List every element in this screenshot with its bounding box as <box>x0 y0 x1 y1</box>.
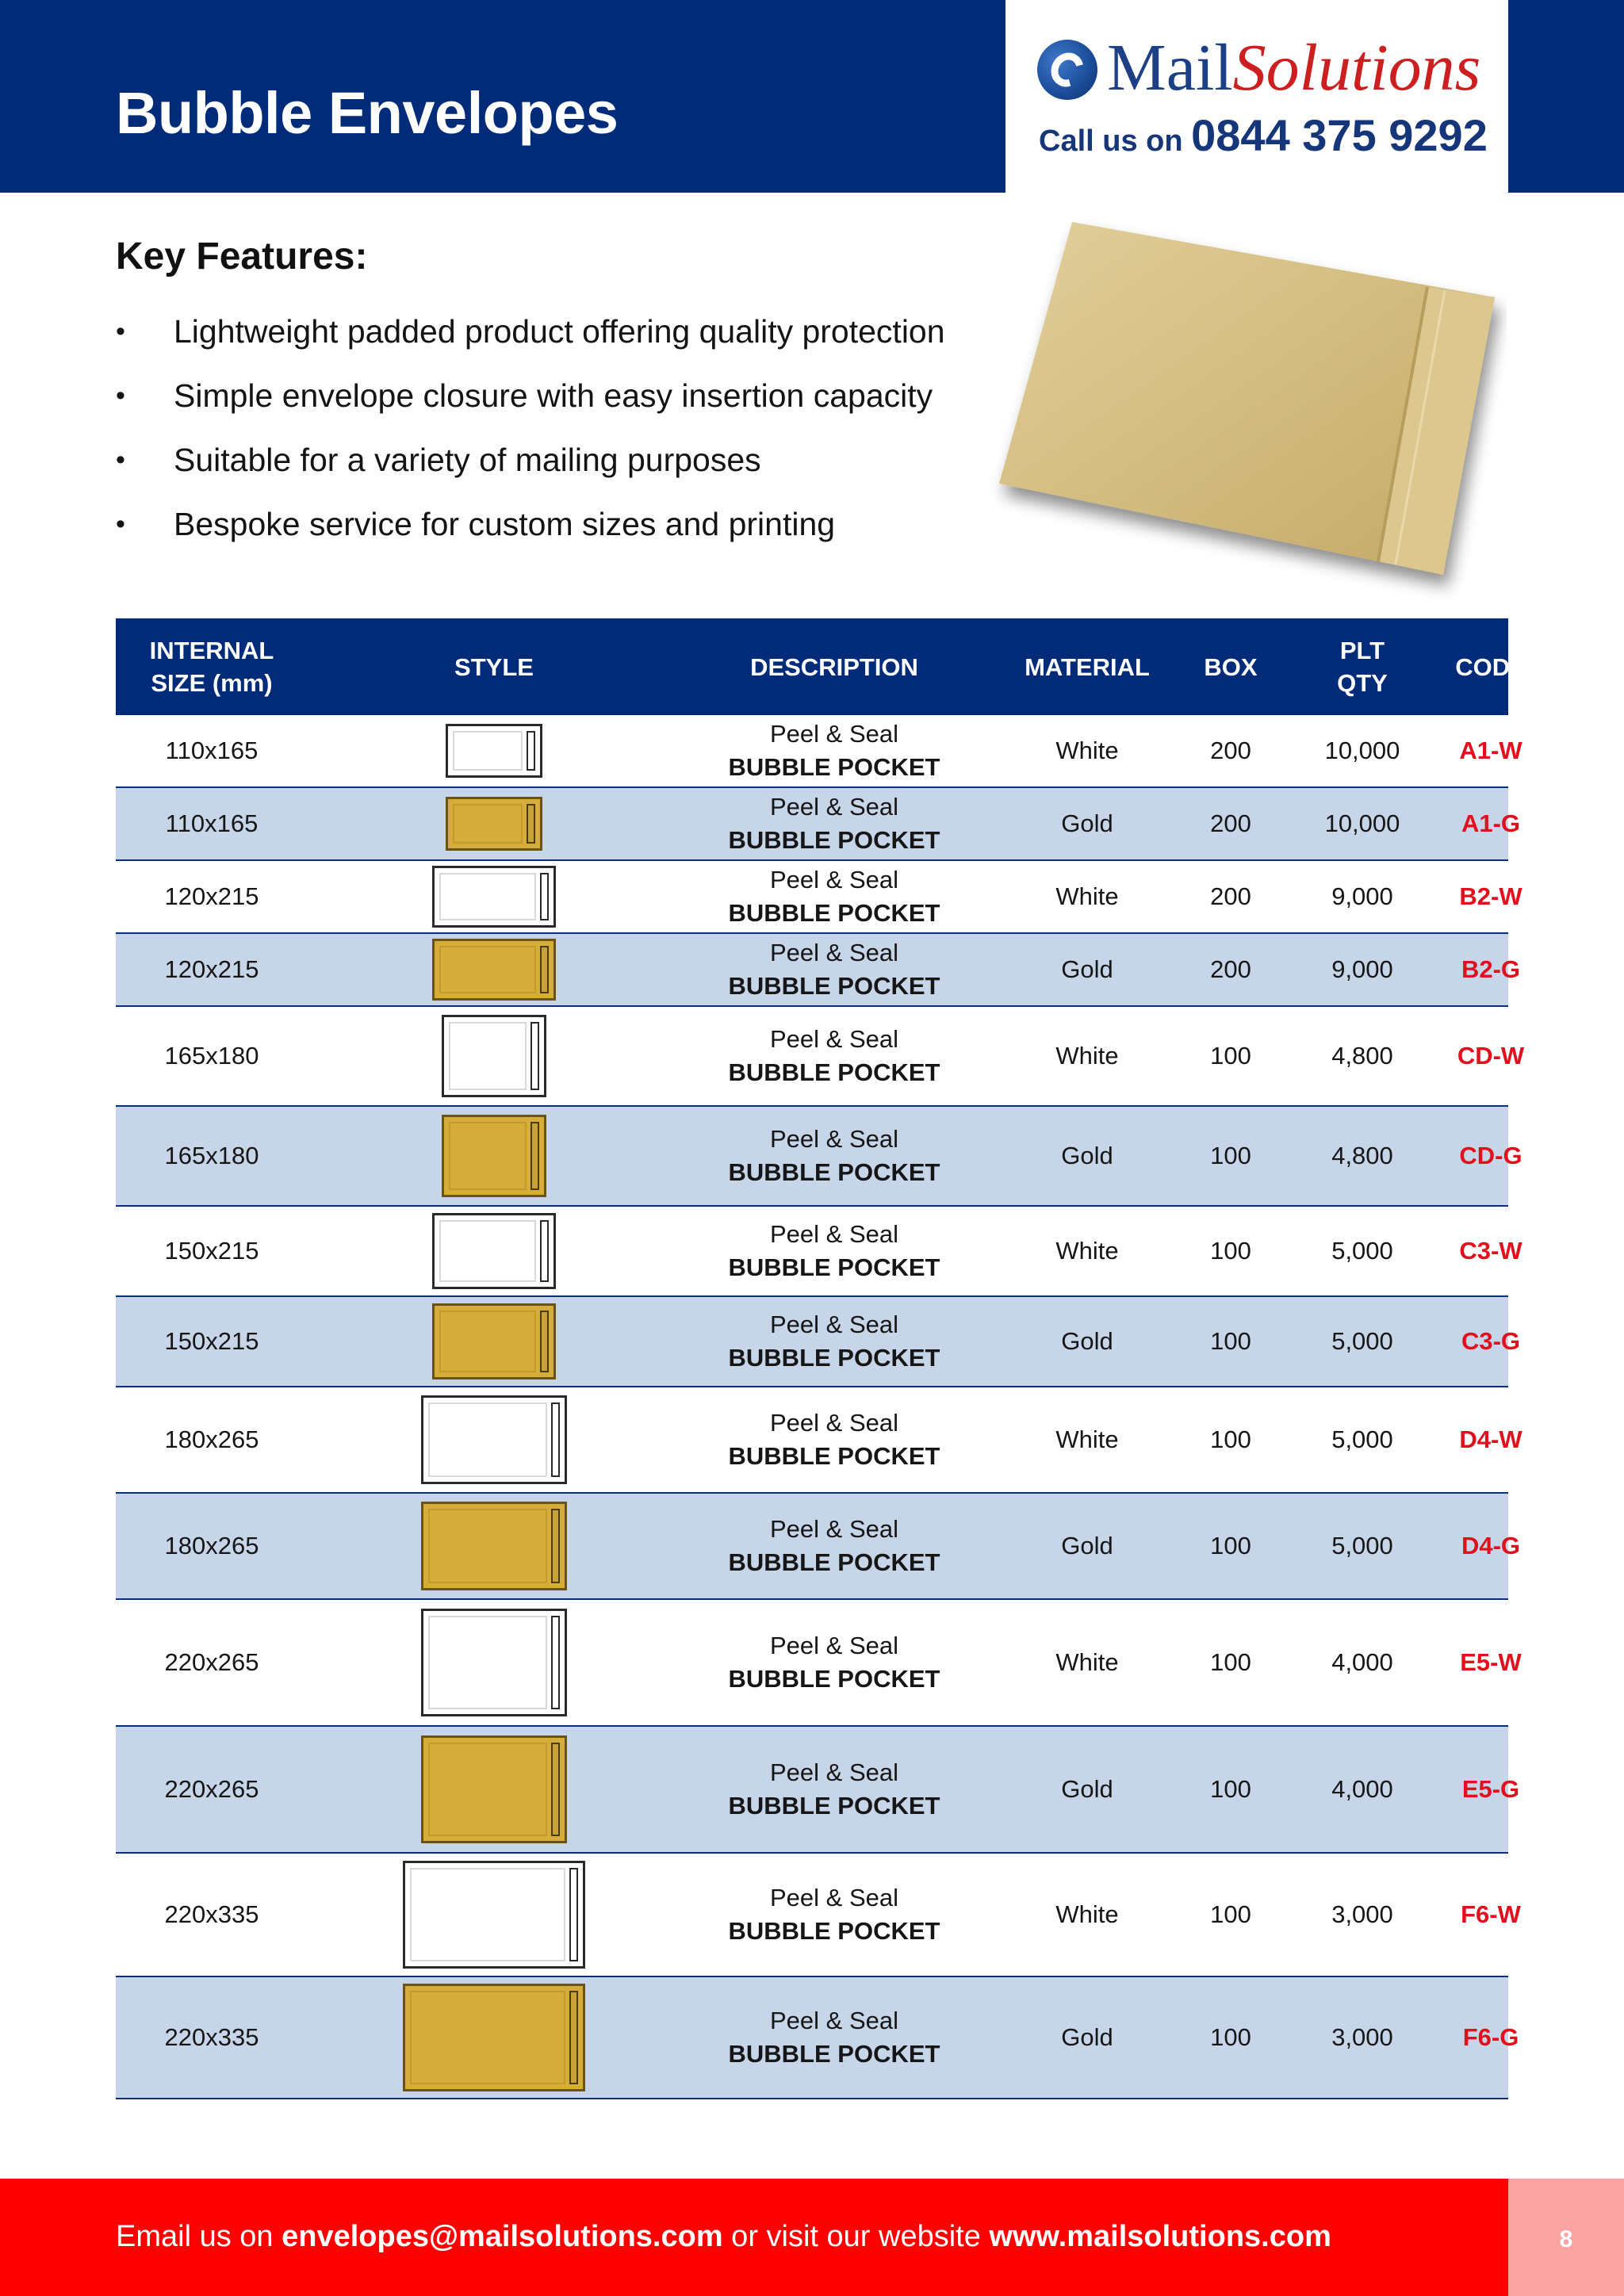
cell-style <box>308 715 680 786</box>
feature-text: Simple envelope closure with easy insertion capacity <box>174 377 933 414</box>
logo-word-solutions: Solutions <box>1232 31 1481 105</box>
cell-size: 120x215 <box>164 882 259 910</box>
logo-emblem-icon <box>1037 40 1097 100</box>
cell-code: CD-W <box>1457 1042 1525 1070</box>
table-row <box>116 1297 1521 1387</box>
features-list <box>116 308 948 564</box>
cell-code: B2-W <box>1459 882 1522 910</box>
cell-style <box>308 1107 680 1205</box>
cell-code: F6-W <box>1461 1900 1521 1928</box>
table-row <box>116 1494 1521 1600</box>
cell-size: 180x265 <box>164 1425 259 1453</box>
footer-website-link[interactable]: www.mailsolutions.com <box>989 2220 1331 2253</box>
cell-description: Peel & Seal BUBBLE POCKET <box>728 2007 940 2068</box>
header-description: DESCRIPTION <box>750 652 918 681</box>
table-row <box>116 788 1521 861</box>
cell-style <box>308 934 680 1005</box>
footer-prefix: Email us on <box>116 2220 282 2253</box>
header-style: STYLE <box>454 652 534 681</box>
cell-material: White <box>1055 1648 1119 1676</box>
cell-box: 100 <box>1210 1775 1251 1803</box>
cell-material: Gold <box>1061 955 1113 983</box>
table-body <box>116 715 1525 2099</box>
cell-plt-qty: 5,000 <box>1331 1425 1393 1453</box>
cell-code: E5-W <box>1460 1648 1522 1676</box>
cell-description: Peel & Seal BUBBLE POCKET <box>728 1515 940 1576</box>
cell-material: Gold <box>1061 1142 1113 1169</box>
cell-material: White <box>1055 737 1119 764</box>
envelope-gold-icon <box>403 1984 585 2091</box>
cell-style <box>308 861 680 932</box>
cell-size: 120x215 <box>164 955 259 983</box>
cell-code: A1-G <box>1461 809 1521 837</box>
cell-style <box>308 1494 680 1598</box>
cell-code: D4-G <box>1461 1532 1521 1559</box>
header-box: BOX <box>1204 652 1258 681</box>
cell-plt-qty: 4,000 <box>1331 1648 1393 1676</box>
cell-plt-qty: 3,000 <box>1331 1900 1393 1928</box>
table-row <box>116 1727 1520 1854</box>
cell-plt-qty: 5,000 <box>1331 1237 1393 1265</box>
envelope-gold-icon <box>446 797 542 851</box>
cell-description: Peel & Seal BUBBLE POCKET <box>728 1311 940 1372</box>
cell-code: D4-W <box>1459 1425 1522 1453</box>
cell-box: 100 <box>1210 1425 1251 1453</box>
envelope-gold-icon <box>432 1303 556 1380</box>
cell-material: Gold <box>1061 2023 1113 2051</box>
cell-material: Gold <box>1061 1532 1113 1559</box>
cell-style <box>308 788 680 859</box>
feature-item <box>116 436 948 484</box>
table-row <box>116 861 1522 934</box>
footer-email-link[interactable]: envelopes@mailsolutions.com <box>282 2220 723 2253</box>
cell-box: 100 <box>1210 1532 1251 1559</box>
cell-box: 100 <box>1210 1142 1251 1169</box>
cell-plt-qty: 10,000 <box>1324 737 1400 764</box>
cell-plt-qty: 10,000 <box>1324 809 1400 837</box>
feature-text: Bespoke service for custom sizes and printing <box>174 506 836 542</box>
cell-code: F6-G <box>1462 2023 1519 2051</box>
cell-material: White <box>1055 882 1119 910</box>
feature-item <box>116 372 948 419</box>
cell-style <box>308 1007 680 1105</box>
cell-plt-qty: 5,000 <box>1331 1327 1393 1355</box>
cell-description: Peel & Seal BUBBLE POCKET <box>728 1025 940 1086</box>
cell-description: Peel & Seal BUBBLE POCKET <box>728 1884 940 1945</box>
table-row <box>116 715 1522 788</box>
cell-style <box>308 1977 680 2098</box>
cell-code: C3-G <box>1461 1327 1521 1355</box>
cell-plt-qty: 9,000 <box>1331 955 1393 983</box>
cell-box: 100 <box>1210 1237 1251 1265</box>
cell-plt-qty: 4,000 <box>1331 1775 1393 1803</box>
page-footer <box>0 2179 1508 2296</box>
cell-description: Peel & Seal BUBBLE POCKET <box>728 1220 940 1281</box>
cell-description: Peel & Seal BUBBLE POCKET <box>728 1409 940 1470</box>
envelope-gold-icon <box>421 1502 567 1590</box>
cell-style <box>308 1727 680 1852</box>
cell-size: 110x165 <box>165 809 259 837</box>
cell-code: B2-G <box>1461 955 1521 983</box>
cell-box: 100 <box>1210 1648 1251 1676</box>
cell-plt-qty: 4,800 <box>1331 1042 1393 1070</box>
cell-box: 200 <box>1210 882 1251 910</box>
cell-description: Peel & Seal BUBBLE POCKET <box>728 1125 940 1186</box>
cell-box: 200 <box>1210 737 1251 764</box>
logo-wordmark <box>1107 29 1480 108</box>
header-code: CODE <box>1455 652 1526 681</box>
table-row <box>116 1387 1522 1494</box>
cell-box: 200 <box>1210 955 1251 983</box>
cell-box: 200 <box>1210 809 1251 837</box>
page-number-box <box>1508 2179 1624 2296</box>
cell-size: 110x165 <box>165 737 259 764</box>
bullet-icon: • <box>116 445 125 475</box>
header-material: MATERIAL <box>1025 652 1150 681</box>
cell-material: White <box>1055 1900 1119 1928</box>
cell-size: 165x180 <box>164 1142 259 1169</box>
product-photo-envelope <box>983 214 1507 610</box>
envelope-white-icon <box>421 1395 567 1484</box>
table-row <box>116 1007 1525 1107</box>
table-row <box>116 1207 1522 1297</box>
cell-size: 220x335 <box>164 1900 259 1928</box>
cell-code: A1-W <box>1459 737 1522 764</box>
envelope-gold-icon <box>421 1735 567 1843</box>
cell-material: Gold <box>1061 1327 1113 1355</box>
features-heading: Key Features: <box>116 235 368 277</box>
envelope-white-icon <box>446 724 542 778</box>
cell-code: CD-G <box>1459 1142 1522 1169</box>
page-header <box>0 0 1624 193</box>
cell-plt-qty: 9,000 <box>1331 882 1393 910</box>
cell-code: E5-G <box>1461 1775 1520 1803</box>
cell-material: White <box>1055 1042 1119 1070</box>
cell-size: 165x180 <box>164 1042 259 1070</box>
cell-description: Peel & Seal BUBBLE POCKET <box>728 1632 940 1693</box>
cell-description: Peel & Seal BUBBLE POCKET <box>728 866 940 927</box>
cell-style <box>308 1600 680 1725</box>
header-internal-size: INTERNAL SIZE (mm) <box>149 637 274 697</box>
phone-label: Call us on <box>1039 124 1192 158</box>
cell-description: Peel & Seal BUBBLE POCKET <box>728 939 940 1000</box>
cell-plt-qty: 4,800 <box>1331 1142 1393 1169</box>
cell-box: 100 <box>1210 1327 1251 1355</box>
page-number: 8 <box>1559 2226 1573 2252</box>
envelope-gold-icon <box>432 939 556 1001</box>
table-row <box>116 934 1521 1007</box>
cell-description: Peel & Seal BUBBLE POCKET <box>728 1758 940 1820</box>
cell-material: Gold <box>1061 809 1113 837</box>
cell-material: Gold <box>1061 1775 1113 1803</box>
cell-box: 100 <box>1210 2023 1251 2051</box>
bullet-icon: • <box>116 381 125 411</box>
phone-line <box>1039 109 1488 161</box>
feature-text: Suitable for a variety of mailing purposes <box>174 442 761 478</box>
cell-size: 150x215 <box>164 1237 259 1265</box>
envelope-white-icon <box>432 1213 556 1289</box>
feature-item <box>116 308 948 355</box>
cell-style <box>308 1387 680 1492</box>
bullet-icon: • <box>116 316 125 346</box>
cell-description: Peel & Seal BUBBLE POCKET <box>728 793 940 854</box>
footer-contact <box>116 2220 1331 2254</box>
feature-text: Lightweight padded product offering quality protection <box>174 313 945 350</box>
cell-style <box>308 1854 680 1976</box>
cell-style <box>308 1207 680 1295</box>
product-table <box>116 618 1526 2099</box>
footer-middle: or visit our website <box>722 2220 990 2253</box>
cell-material: White <box>1055 1237 1119 1265</box>
table-row <box>116 1977 1519 2099</box>
cell-box: 100 <box>1210 1900 1251 1928</box>
cell-style <box>308 1297 680 1386</box>
page-title: Bubble Envelopes <box>116 80 619 146</box>
feature-item <box>116 500 948 548</box>
table-row <box>116 1854 1521 1977</box>
phone-number[interactable]: 0844 375 9292 <box>1191 110 1488 160</box>
cell-material: White <box>1055 1425 1119 1453</box>
cell-plt-qty: 3,000 <box>1331 2023 1393 2051</box>
logo-word-mail: Mail <box>1107 31 1233 105</box>
table-header <box>116 618 1526 715</box>
cell-plt-qty: 5,000 <box>1331 1532 1393 1559</box>
cell-size: 180x265 <box>164 1532 259 1559</box>
cell-size: 220x265 <box>164 1648 259 1676</box>
cell-size: 220x335 <box>164 2023 259 2051</box>
header-plt-qty: PLT QTY <box>1337 637 1388 697</box>
cell-size: 150x215 <box>164 1327 259 1355</box>
cell-description: Peel & Seal BUBBLE POCKET <box>728 720 940 781</box>
envelope-white-icon <box>403 1861 585 1969</box>
envelope-white-icon <box>421 1609 567 1716</box>
bullet-icon: • <box>116 509 125 539</box>
table-row <box>116 1600 1522 1727</box>
table-row <box>116 1107 1522 1207</box>
cell-box: 100 <box>1210 1042 1251 1070</box>
envelope-white-icon <box>442 1015 546 1097</box>
envelope-gold-icon <box>442 1115 546 1197</box>
cell-size: 220x265 <box>164 1775 259 1803</box>
cell-code: C3-W <box>1459 1237 1522 1265</box>
envelope-white-icon <box>432 866 556 928</box>
brand-logo[interactable] <box>1005 0 1508 193</box>
